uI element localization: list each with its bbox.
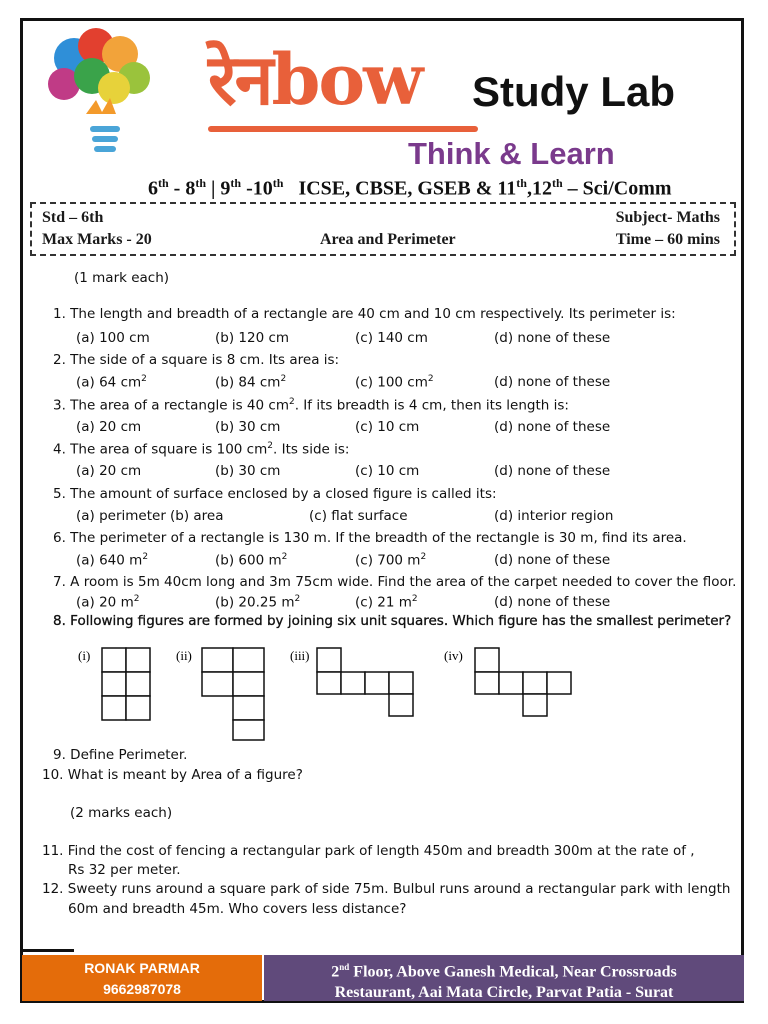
q2-option-d: (d) none of these: [494, 374, 611, 390]
max-marks: Max Marks - 20: [42, 231, 152, 248]
lightbulb-brain-logo: [44, 28, 154, 168]
footer-name: RONAK PARMAR: [84, 960, 200, 976]
q6-option-d: (d) none of these: [494, 552, 611, 568]
q1-option-b: (b) 120 cm: [215, 330, 290, 346]
q4-option-a: (a) 20 cm: [76, 463, 142, 479]
q7-option-b: (b) 20.25 $m^2$: [215, 594, 301, 611]
figure-i: [102, 648, 150, 720]
q1-option-c: (c) 140 cm: [355, 330, 428, 346]
brand-hindi-text: रेनbow: [208, 38, 422, 121]
figure-iii: [317, 648, 413, 716]
footer-rule: [22, 949, 74, 952]
question-6: 6. The perimeter of a rectangle is 130 m. If the breadth of the rectangle is 30 m, find its area.: [53, 530, 687, 546]
q5-option-c: (c) flat surface: [309, 508, 408, 524]
question-10: 10. What is meant by Area of a figure?: [42, 767, 303, 783]
brand-underline: [208, 126, 478, 132]
unit-square-figures: [70, 644, 590, 744]
question-2: 2. The side of a square is 8 cm. Its area is:: [53, 352, 340, 368]
question-11-line-1: 11. Find the cost of fencing a rectangular park of length 450m and breadth 300m at the rate of ,: [42, 843, 695, 859]
q4-option-d: (d) none of these: [494, 463, 611, 479]
q6-option-c: (c) 700 $m^2$: [355, 552, 427, 569]
footer-phone: 9662987078: [103, 981, 181, 997]
figure-label-ii: (ii): [176, 648, 192, 663]
paper-title: Area and Perimeter: [320, 231, 456, 248]
q1-option-d: (d) none of these: [494, 330, 611, 346]
q6-option-a: (a) 640 $m^2$: [76, 552, 149, 569]
q2-option-c: (c) 100 $cm^2$: [355, 374, 434, 391]
figure-label-i: (i): [78, 648, 91, 663]
figure-label-iv: (iv): [444, 648, 463, 663]
exam-info-box: [30, 202, 736, 256]
brand-logotype: [208, 40, 728, 135]
q7-option-c: (c) 21 $m^2$: [355, 594, 418, 611]
q7-option-a: (a) 20 $m^2$: [76, 594, 140, 611]
footer-address-line-1: 2nd Floor, Above Ganesh Medical, Near Crossroads: [331, 962, 677, 981]
question-12-line-1: 12. Sweety runs around a square park of side 75m. Bulbul runs around a rectangular park with length: [42, 881, 731, 897]
q5-option-d: (d) interior region: [494, 508, 614, 524]
tagline: Think & Learn: [408, 136, 615, 171]
q6-option-b: (b) 600 $m^2$: [215, 552, 288, 569]
q3-option-b: (b) 30 cm: [215, 419, 281, 435]
footer-address-line-2: Restaurant, Aai Mata Circle, Parvat Patia - Surat: [334, 984, 674, 1002]
footer-contact: [22, 955, 262, 1001]
q3-option-a: (a) 20 cm: [76, 419, 142, 435]
figure-label-iii: (iii): [290, 648, 310, 663]
question-7: 7. A room is 5m 40cm long and 3m 75cm wide. Find the area of the carpet needed to cover the floor.: [53, 574, 737, 590]
q1-option-a: (a) 100 cm: [76, 330, 150, 346]
q2-option-b: (b) 84 $cm^2$: [215, 374, 287, 391]
figure-ii: [202, 648, 264, 740]
question-4: 4. The area of square is 100 $cm^2$. Its side is:: [53, 441, 350, 458]
question-11-line-2: Rs 32 per meter.: [68, 862, 181, 878]
section-heading-1-mark: (1 mark each): [74, 270, 170, 286]
q5-option-a: (a) perimeter: [76, 508, 166, 524]
std-label: Std – 6th: [42, 209, 104, 226]
q7-option-d: (d) none of these: [494, 594, 611, 610]
question-8: 8. Following figures are formed by joining six unit squares. Which figure has the smallest perimeter?: [53, 613, 732, 629]
classes-offered: 6th - 8th | 9th -10th ICSE, CBSE, GSEB & 11th,12th – Sci/Comm: [148, 176, 672, 200]
q3-option-d: (d) none of these: [494, 419, 611, 435]
q5-option-b: (b) area: [170, 508, 224, 524]
brand-study-lab: Study Lab: [472, 68, 676, 115]
section-heading-2-marks: (2 marks each): [70, 805, 173, 821]
figure-iv: [475, 648, 571, 716]
q4-option-b: (b) 30 cm: [215, 463, 281, 479]
time-label: Time – 60 mins: [615, 231, 720, 248]
q2-option-a: (a) 64 $cm^2$: [76, 374, 147, 391]
question-9: 9. Define Perimeter.: [53, 747, 188, 763]
question-1: 1. The length and breadth of a rectangle are 40 cm and 10 cm respectively. Its perimeter is:: [53, 306, 676, 322]
question-3: 3. The area of a rectangle is 40 $cm^2$. If its breadth is 4 cm, then its length is:: [53, 397, 569, 414]
question-12-line-2: 60m and breadth 45m. Who covers less distance?: [68, 901, 407, 917]
question-5: 5. The amount of surface enclosed by a closed figure is called its:: [53, 486, 497, 502]
footer-address: [264, 955, 744, 1001]
q4-option-c: (c) 10 cm: [355, 463, 420, 479]
subject-label: Subject- Maths: [615, 209, 720, 226]
q3-option-c: (c) 10 cm: [355, 419, 420, 435]
